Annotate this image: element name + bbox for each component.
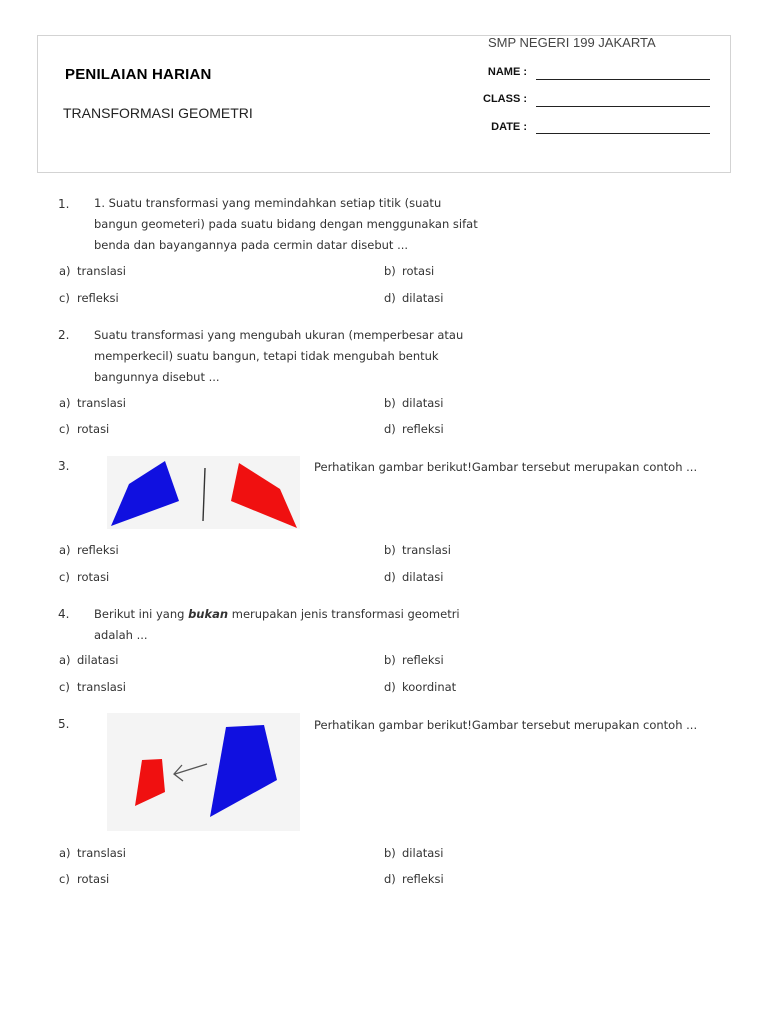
page-title: PENILAIAN HARIAN [65,66,212,83]
arrow-icon [174,764,207,781]
q4-option-a[interactable]: a) dilatasi [59,653,119,667]
question-4-number: 4. [58,607,70,621]
emphasis-word: bukan [188,607,229,621]
q2-option-a[interactable]: a) translasi [59,396,126,410]
mirror-line [203,468,205,521]
q3-option-b[interactable]: b) translasi [384,543,451,557]
q4-option-d[interactable]: d) koordinat [384,680,457,694]
question-2-line: memperkecil) suatu bangun, tetapi tidak mengubah bentuk [94,349,439,363]
q5-option-d[interactable]: d) refleksi [384,872,444,886]
q5-option-b[interactable]: b) dilatasi [384,846,444,860]
question-5-number: 5. [58,717,70,731]
question-5-prompt: Perhatikan gambar berikut!Gambar tersebut merupakan contoh ... [314,718,698,732]
name-field[interactable] [536,79,710,80]
q1-option-b[interactable]: b) rotasi [384,264,435,278]
q3-option-d[interactable]: d) dilatasi [384,570,444,584]
q1-option-a[interactable]: a) translasi [59,264,126,278]
question-2-text [94,325,494,388]
question-1-number: 1. [58,197,70,211]
date-field[interactable] [536,133,710,134]
class-field[interactable] [536,106,710,107]
question-1-line: 1. Suatu transformasi yang memindahkan setiap titik (suatu [94,196,442,210]
q4-option-c[interactable]: c) translasi [59,680,126,694]
reflection-picture [107,456,300,529]
q3-option-a[interactable]: a) refleksi [59,543,119,557]
question-1-text [94,193,494,256]
school-name: SMP NEGERI 199 JAKARTA [488,35,656,50]
q2-option-c[interactable]: c) rotasi [59,422,110,436]
page-subtitle: TRANSFORMASI GEOMETRI [63,105,253,121]
q3-option-c[interactable]: c) rotasi [59,570,110,584]
question-3-prompt: Perhatikan gambar berikut!Gambar tersebut merupakan contoh ... [314,460,698,474]
dilation-picture [107,713,300,831]
red-small-quadrilateral [135,759,165,806]
date-label: DATE : [491,121,527,133]
question-3-number: 3. [58,459,70,473]
q5-option-a[interactable]: a) translasi [59,846,126,860]
question-2-line: Suatu transformasi yang mengubah ukuran (memperbesar atau [94,328,464,342]
question-1-line: bangun geometeri) pada suatu bidang dengan menggunakan sifat [94,217,478,231]
class-label: CLASS : [483,93,527,105]
blue-large-quadrilateral [210,725,277,817]
header-box [37,35,731,173]
question-4-line: adalah ... [94,628,148,642]
question-2-number: 2. [58,328,70,342]
q2-option-b[interactable]: b) dilatasi [384,396,444,410]
q2-option-d[interactable]: d) refleksi [384,422,444,436]
q1-option-c[interactable]: c) refleksi [59,291,119,305]
blue-quadrilateral [111,461,179,526]
name-label: NAME : [487,66,527,78]
question-1-line: benda dan bayangannya pada cermin datar disebut ... [94,238,409,252]
question-2-line: bangunnya disebut ... [94,370,220,384]
red-quadrilateral [231,463,297,528]
q5-option-c[interactable]: c) rotasi [59,872,110,886]
q4-option-b[interactable]: b) refleksi [384,653,444,667]
question-4-text [94,604,494,646]
question-4-line: Berikut ini yang bukan merupakan jenis transformasi geometri [94,607,460,621]
q1-option-d[interactable]: d) dilatasi [384,291,444,305]
